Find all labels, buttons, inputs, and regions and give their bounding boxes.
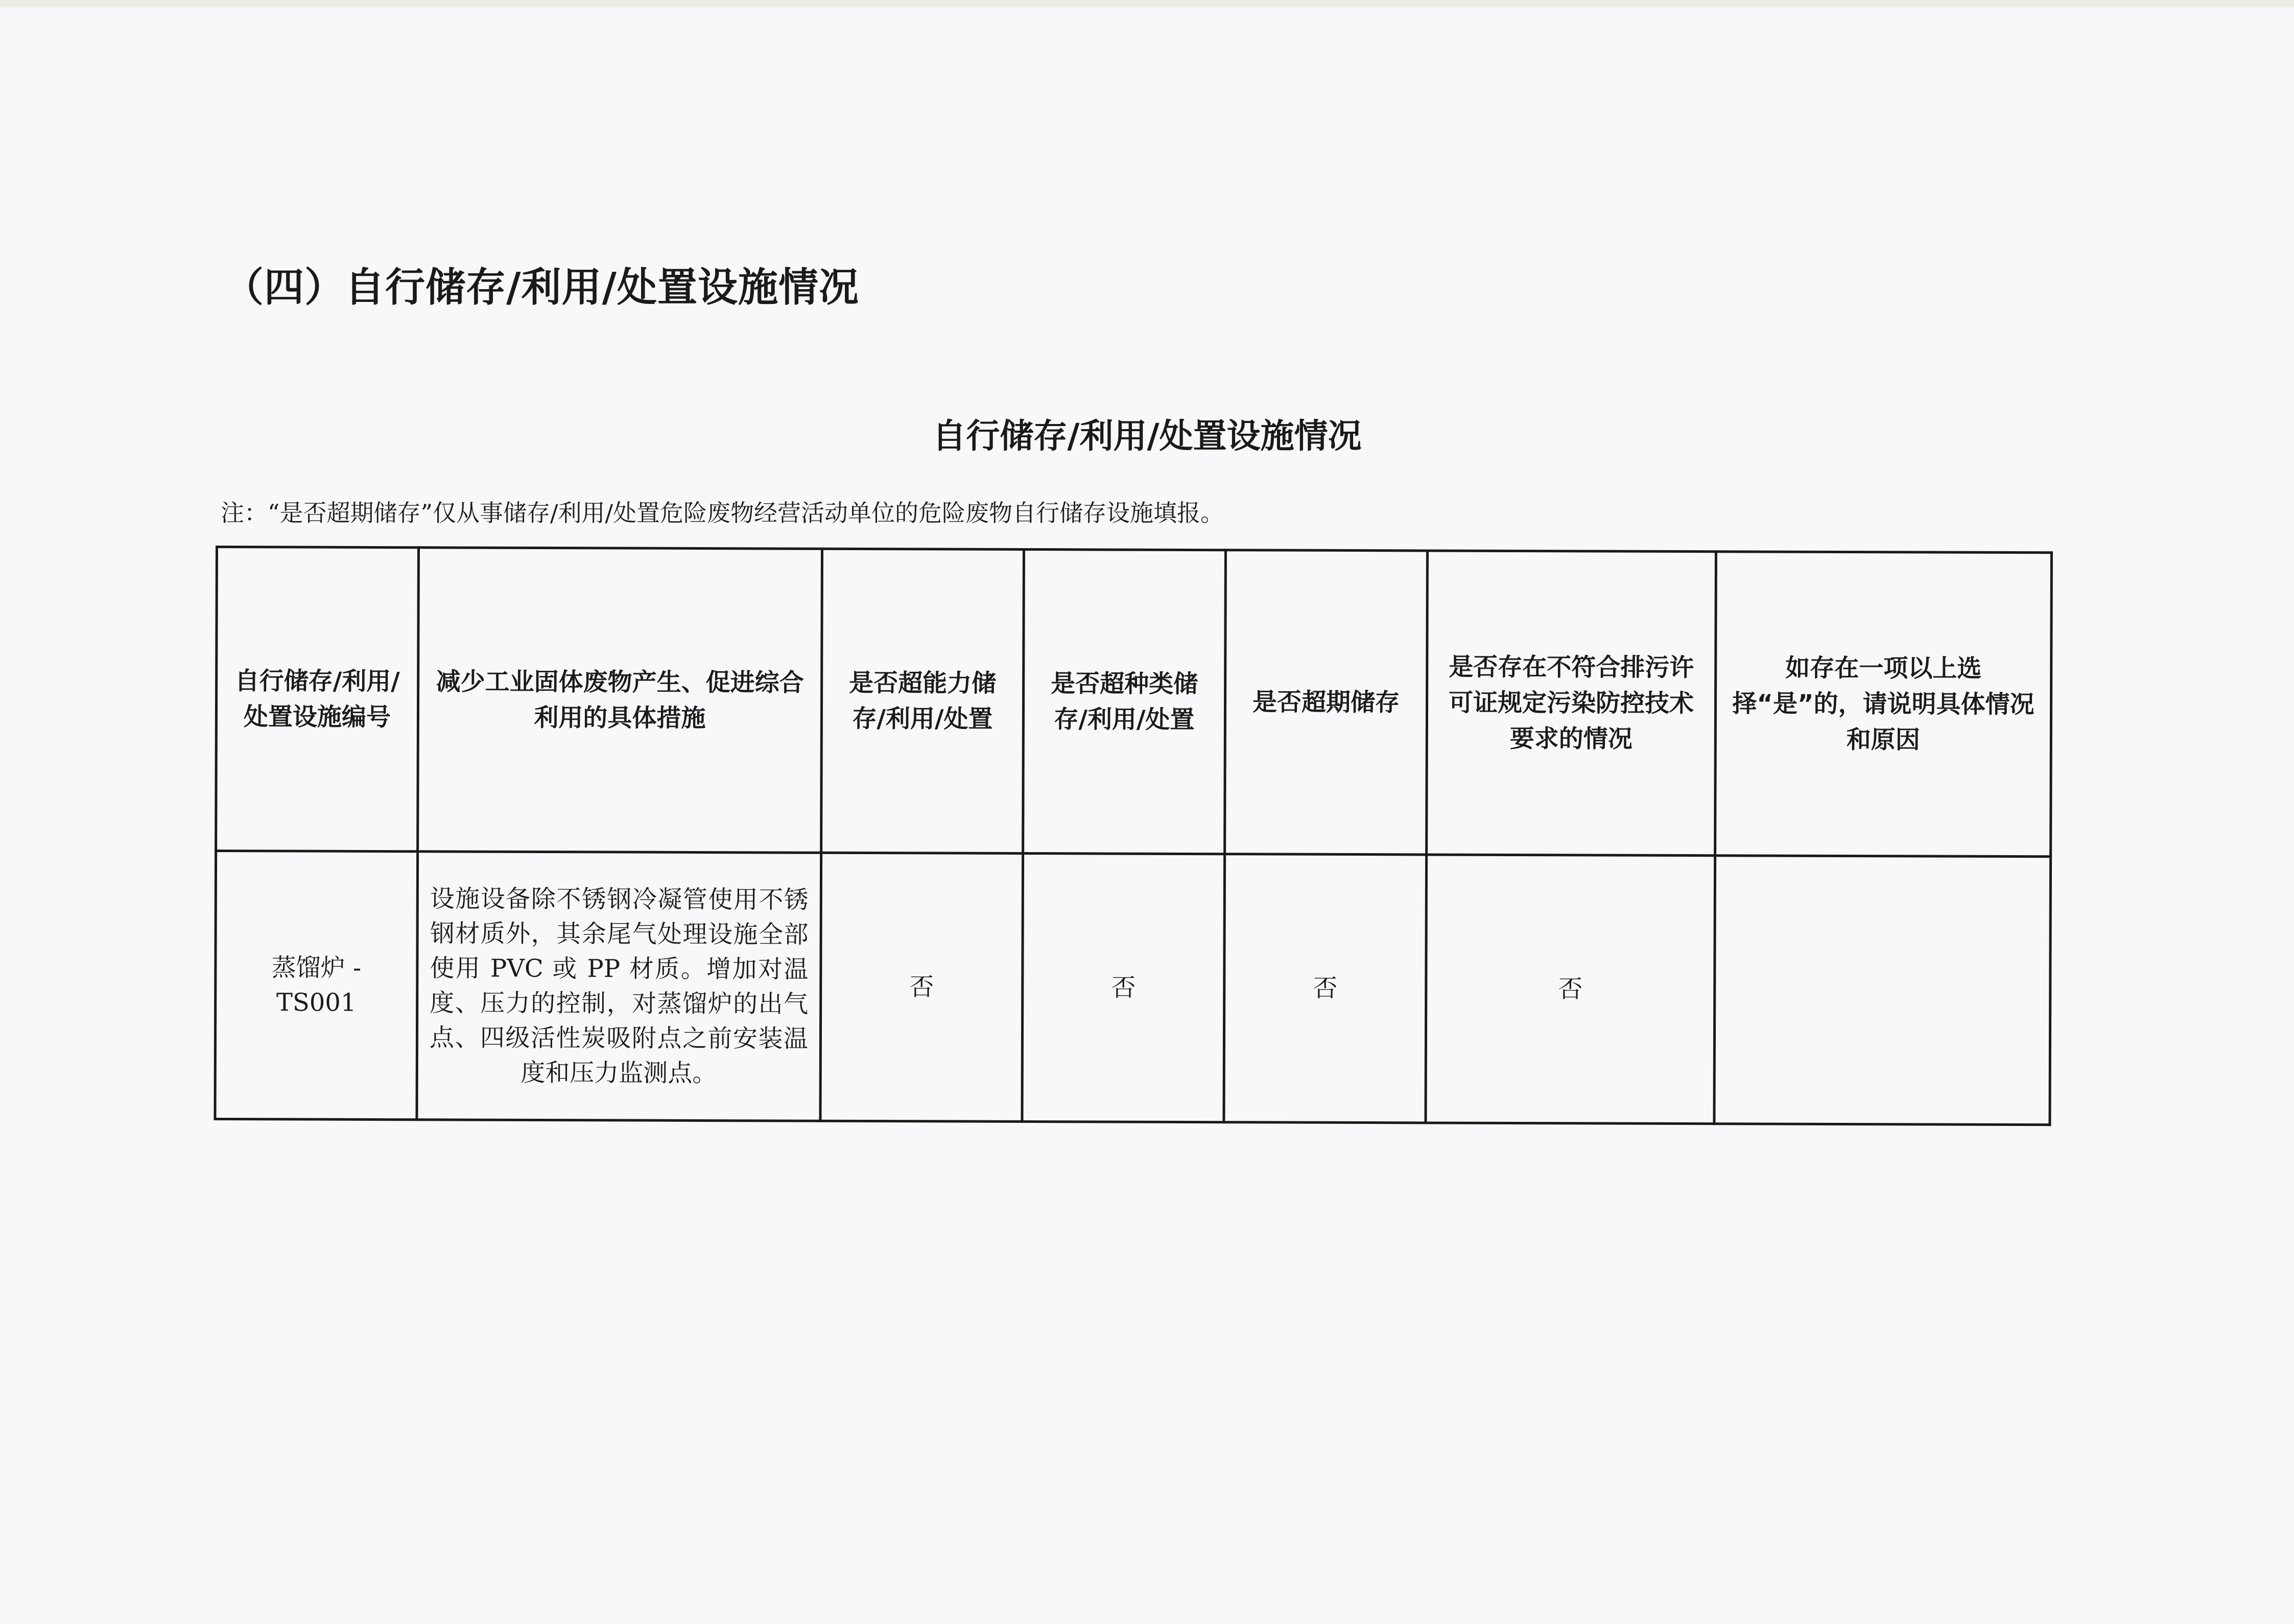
header-over-category: 是否超种类储存/利用/处置 bbox=[1023, 549, 1226, 854]
facility-table bbox=[214, 546, 2053, 1126]
header-explanation: 如存在一项以上选择“是”的，请说明具体情况和原因 bbox=[1715, 552, 2052, 857]
cell-facility-id: 蒸馏炉 - TS001 bbox=[215, 851, 418, 1120]
cell-over-capacity: 否 bbox=[820, 853, 1023, 1121]
header-over-capacity: 是否超能力储存/利用/处置 bbox=[821, 549, 1024, 853]
cell-explanation bbox=[1714, 856, 2051, 1125]
cell-noncompliant: 否 bbox=[1426, 855, 1715, 1124]
header-facility-id: 自行储存/利用/处置设施编号 bbox=[216, 547, 419, 852]
section-heading: （四）自行储存/利用/处置设施情况 bbox=[224, 265, 859, 311]
table-row bbox=[215, 851, 2051, 1125]
cell-over-category: 否 bbox=[1022, 853, 1225, 1122]
header-measures: 减少工业固体废物产生、促进综合利用的具体措施 bbox=[418, 548, 822, 853]
table-note: 注：“是否超期储存”仅从事储存/利用/处置危险废物经营活动单位的危险废物自行储存设施填报。 bbox=[221, 499, 1224, 527]
header-over-period: 是否超期储存 bbox=[1225, 550, 1428, 855]
header-noncompliant: 是否存在不符合排污许可证规定污染防控技术要求的情况 bbox=[1427, 551, 1716, 856]
table-header-row bbox=[216, 547, 2052, 857]
scan-edge bbox=[0, 0, 2294, 7]
table-title: 自行储存/利用/处置设施情况 bbox=[932, 416, 1362, 456]
cell-over-period: 否 bbox=[1224, 854, 1427, 1123]
cell-measures: 设施设备除不锈钢冷凝管使用不锈钢材质外，其余尾气处理设施全部使用 PVC 或 PP 材质。增加对温度、压力的控制，对蒸馏炉的出气点、四级活性炭吸附点之前安装温度和压力监测点。 bbox=[417, 852, 821, 1121]
